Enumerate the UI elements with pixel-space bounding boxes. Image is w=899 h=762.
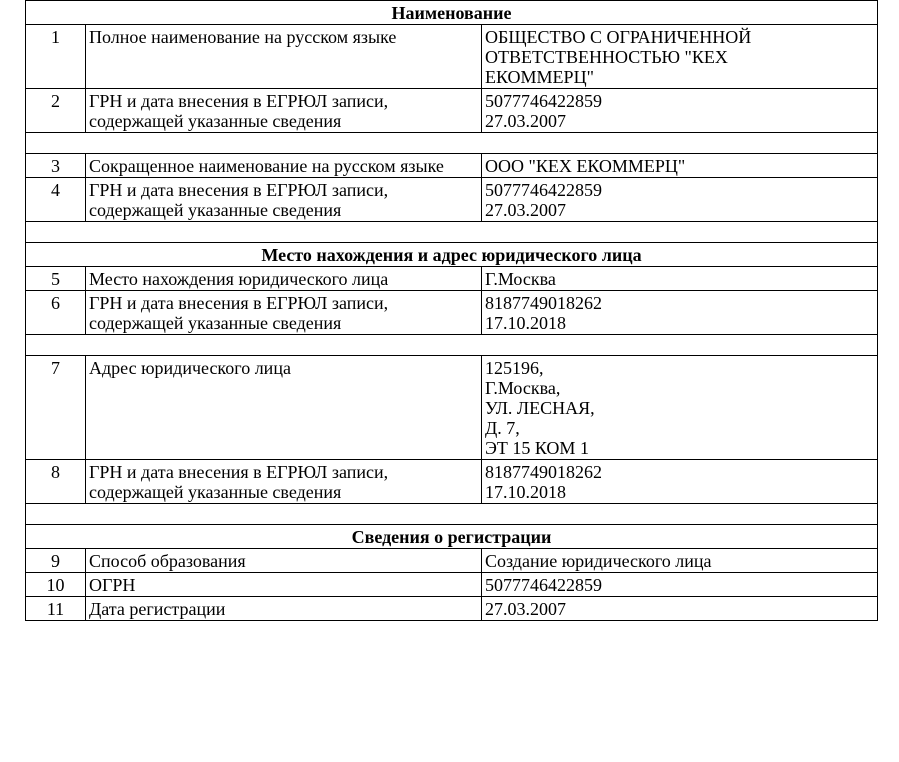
value-line: 8187749018262 (485, 293, 602, 313)
spacer-row (26, 504, 878, 525)
table-row (26, 89, 878, 133)
row-number: 4 (26, 178, 86, 222)
row-number: 9 (26, 549, 86, 573)
value-line: Г.Москва (485, 269, 556, 289)
row-number: 7 (26, 356, 86, 460)
row-number: 6 (26, 291, 86, 335)
spacer-cell (26, 504, 878, 525)
value-line: 5077746422859 (485, 91, 602, 111)
row-label: Сокращенное наименование на русском языке (86, 154, 482, 178)
section-header-row (26, 243, 878, 267)
row-value (482, 178, 878, 222)
row-value (482, 25, 878, 89)
value-line: Г.Москва, (485, 378, 561, 398)
table-row (26, 356, 878, 460)
row-number: 1 (26, 25, 86, 89)
row-number: 11 (26, 597, 86, 621)
row-label: Полное наименование на русском языке (86, 25, 482, 89)
value-line: 5077746422859 (485, 575, 602, 595)
value-line: 27.03.2007 (485, 200, 566, 220)
row-value (482, 460, 878, 504)
value-line: Д. 7, (485, 418, 520, 438)
value-line: ЭТ 15 КОМ 1 (485, 438, 589, 458)
table-row (26, 549, 878, 573)
row-label: Адрес юридического лица (86, 356, 482, 460)
value-line: 27.03.2007 (485, 111, 566, 131)
row-label: ГРН и дата внесения в ЕГРЮЛ записи, содержащей указанные сведения (86, 460, 482, 504)
egrul-table (25, 0, 878, 621)
row-value (482, 154, 878, 178)
row-label: Способ образования (86, 549, 482, 573)
value-line: 5077746422859 (485, 180, 602, 200)
spacer-row (26, 222, 878, 243)
spacer-row (26, 133, 878, 154)
value-line: 8187749018262 (485, 462, 602, 482)
spacer-cell (26, 222, 878, 243)
table-row (26, 25, 878, 89)
value-line: 27.03.2007 (485, 599, 566, 619)
row-value (482, 597, 878, 621)
row-label: ГРН и дата внесения в ЕГРЮЛ записи, содержащей указанные сведения (86, 178, 482, 222)
table-row (26, 267, 878, 291)
row-number: 3 (26, 154, 86, 178)
table-row (26, 460, 878, 504)
section-header-name: Наименование (26, 1, 878, 25)
section-header-row (26, 525, 878, 549)
value-line: 17.10.2018 (485, 482, 566, 502)
spacer-row (26, 335, 878, 356)
value-line: ООО "КЕХ ЕКОММЕРЦ" (485, 156, 686, 176)
row-value (482, 573, 878, 597)
row-label: ОГРН (86, 573, 482, 597)
section-header-registration: Сведения о регистрации (26, 525, 878, 549)
row-label: ГРН и дата внесения в ЕГРЮЛ записи, содержащей указанные сведения (86, 291, 482, 335)
section-header-location: Место нахождения и адрес юридического лица (26, 243, 878, 267)
table-row (26, 178, 878, 222)
row-value (482, 267, 878, 291)
row-number: 2 (26, 89, 86, 133)
table-row (26, 597, 878, 621)
spacer-cell (26, 335, 878, 356)
spacer-cell (26, 133, 878, 154)
value-line: УЛ. ЛЕСНАЯ, (485, 398, 595, 418)
row-value (482, 89, 878, 133)
row-value (482, 291, 878, 335)
table-row (26, 154, 878, 178)
section-header-row (26, 1, 878, 25)
row-label: Дата регистрации (86, 597, 482, 621)
row-number: 5 (26, 267, 86, 291)
table-row (26, 573, 878, 597)
value-line: 17.10.2018 (485, 313, 566, 333)
row-label: Место нахождения юридического лица (86, 267, 482, 291)
value-line: ОБЩЕСТВО С ОГРАНИЧЕННОЙ (485, 27, 752, 47)
row-value (482, 356, 878, 460)
row-label: ГРН и дата внесения в ЕГРЮЛ записи, содержащей указанные сведения (86, 89, 482, 133)
row-number: 8 (26, 460, 86, 504)
row-number: 10 (26, 573, 86, 597)
value-line: ОТВЕТСТВЕННОСТЬЮ "КЕХ (485, 47, 728, 67)
row-value (482, 549, 878, 573)
value-line: Создание юридического лица (485, 551, 712, 571)
table-row (26, 291, 878, 335)
value-line: ЕКОММЕРЦ" (485, 67, 594, 87)
value-line: 125196, (485, 358, 544, 378)
